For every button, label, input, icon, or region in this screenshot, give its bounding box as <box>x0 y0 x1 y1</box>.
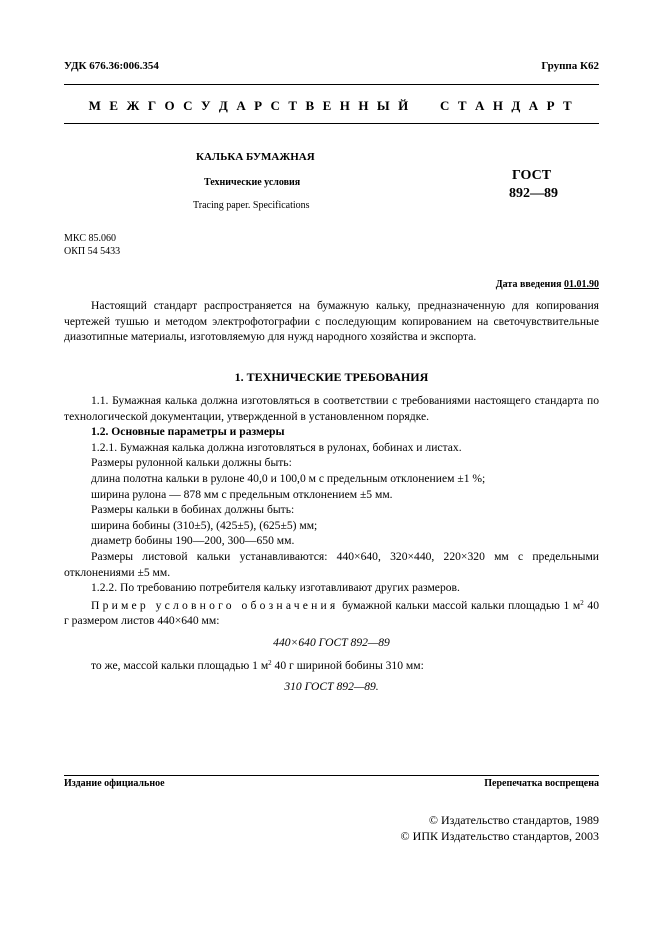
intro-block <box>64 298 599 345</box>
same-text-a: то же, массой кальки площадью 1 м <box>91 658 269 672</box>
example-text-b: 40 г размером листов 440×640 мм: <box>64 598 599 628</box>
effective-date <box>496 279 599 290</box>
clause-1-2-heading: 1.2. Основные параметры и размеры <box>91 425 285 439</box>
clause-1-2-2: 1.2.2. По требованию потребителя кальку изготавливают других размеров. <box>91 581 460 595</box>
clause-1-1: 1.1. Бумажная калька должна изготовляться в соответствии с требованиями настоящего стандарта по технологической документации, утвержденной в установленном порядке. <box>64 394 599 423</box>
reprint-notice: Перепечатка воспрещена <box>484 778 599 789</box>
document-subtitle: Технические условия <box>204 177 301 188</box>
clause-1-2-1: 1.2.1. Бумажная калька должна изготовляться в рулонах, бобинах и листах. <box>91 440 462 454</box>
gost-number: 892—89 <box>509 186 558 201</box>
same-superscript: 2 <box>268 658 272 667</box>
example-label: Пример условного обозначения <box>91 598 339 612</box>
bobbin-width: ширина бобины (310±5), (425±5), (625±5) мм; <box>91 518 318 532</box>
effective-date-label: Дата введения <box>495 279 562 290</box>
footer-rule <box>64 775 599 776</box>
designation-example-1: 440×640 ГОСТ 892—89 <box>273 635 390 649</box>
sheet-sizes: Размеры листовой кальки устанавливаются: 440×640, 320×440, 220×320 мм с предельными отклонениями ±5 мм. <box>64 549 599 579</box>
section-heading: 1. ТЕХНИЧЕСКИЕ ТРЕБОВАНИЯ <box>234 370 429 384</box>
header-bottom-rule <box>64 123 599 124</box>
effective-date-value: 01.01.90 <box>564 279 599 290</box>
udk-code: УДК 676.36:006.354 <box>64 60 159 72</box>
gost-label: ГОСТ <box>512 168 552 183</box>
english-title: Tracing paper. Specifications <box>193 200 310 211</box>
group-code: Группа К62 <box>541 60 599 72</box>
standard-type-heading: М Е Ж Г О С У Д А Р С Т В Е Н Н Ы Й С Т А Н Д А Р Т <box>88 98 575 113</box>
mks-code: МКС 85.060 <box>64 233 116 244</box>
bobbin-diameter: диаметр бобины 190—200, 300—650 мм. <box>91 534 295 548</box>
same-designation <box>64 656 599 674</box>
official-edition: Издание официальное <box>64 778 165 789</box>
same-text-b: 40 г шириной бобины 310 мм: <box>271 658 424 672</box>
header-top-rule <box>64 84 599 85</box>
section-body <box>64 393 599 695</box>
okp-code: ОКП 54 5433 <box>64 246 121 257</box>
copyright-1989: © Издательство стандартов, 1989 <box>428 813 599 827</box>
copyright-2003: © ИПК Издательство стандартов, 2003 <box>400 829 599 843</box>
document-title: КАЛЬКА БУМАЖНАЯ <box>196 151 315 163</box>
roll-width: ширина рулона — 878 мм с предельным отклонением ±5 мм. <box>91 487 393 501</box>
example-designation <box>64 596 599 629</box>
designation-example-2: 310 ГОСТ 892—89. <box>284 680 379 694</box>
bobbin-sizes-label: Размеры кальки в бобинах должны быть: <box>91 503 295 517</box>
roll-sizes-label: Размеры рулонной кальки должны быть: <box>91 456 292 470</box>
roll-length: длина полотна кальки в рулоне 40,0 и 100,0 м с предельным отклонением ±1 %; <box>91 471 486 485</box>
example-text-a: бумажной кальки массой кальки площадью 1 м <box>342 598 581 612</box>
intro-paragraph: Настоящий стандарт распространяется на бумажную кальку, предназначенную для копирования чертежей тушью и методом электрофотографии с последующим копированием на светочувствительные диазотипные материалы, изготовляемую для нужд народного хозяйства и экспорта. <box>64 299 599 344</box>
example-superscript: 2 <box>580 598 584 607</box>
